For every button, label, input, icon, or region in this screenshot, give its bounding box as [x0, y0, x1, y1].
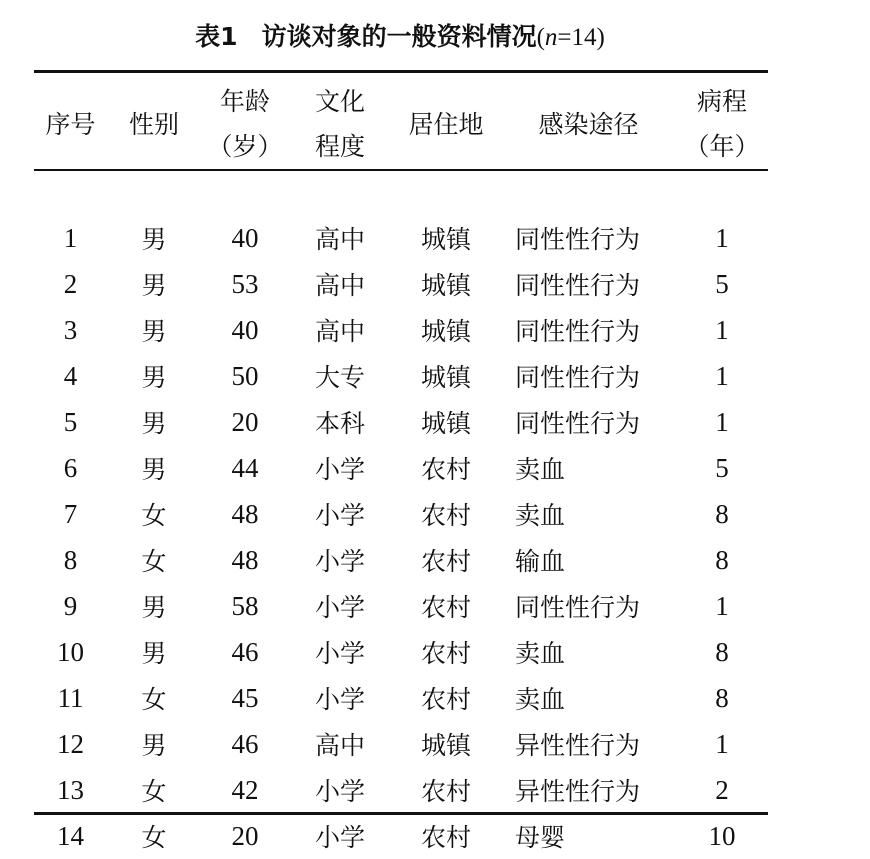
cell-duration: 10 [708, 820, 736, 851]
column-header-duration [676, 79, 768, 169]
cell-education: 小学 [314, 777, 365, 806]
cell-age: 46 [231, 636, 259, 667]
demographics-table [34, 79, 768, 859]
cell-education: 小学 [314, 639, 365, 668]
cell-age: 44 [231, 452, 259, 483]
cell-residence: 城镇 [420, 271, 471, 300]
cell-education: 小学 [314, 547, 365, 576]
table-row [34, 215, 768, 261]
cell-id: 1 [63, 222, 78, 253]
cell-residence: 农村 [420, 777, 471, 806]
cell-gender: 男 [141, 455, 167, 484]
cell-residence: 农村 [420, 639, 471, 668]
cell-education: 本科 [314, 409, 365, 438]
cell-residence: 城镇 [420, 409, 471, 438]
cell-infection-route: 同性性行为 [515, 225, 641, 254]
cell-id: 2 [63, 268, 78, 299]
cell-gender: 男 [141, 271, 167, 300]
table-row [34, 399, 768, 445]
cell-residence: 城镇 [420, 225, 471, 254]
cell-duration: 1 [715, 406, 729, 437]
cell-id: 3 [63, 314, 78, 345]
column-header-line: （岁） [207, 132, 283, 161]
column-header-education [289, 79, 391, 169]
cell-infection-route: 卖血 [515, 455, 566, 484]
cell-gender: 女 [141, 547, 167, 576]
table-row [34, 721, 768, 767]
cell-id: 5 [63, 406, 78, 437]
cell-residence: 城镇 [420, 363, 471, 392]
cell-duration: 1 [715, 728, 729, 759]
table-row [34, 813, 768, 859]
cell-gender: 女 [141, 777, 167, 806]
cell-age: 45 [231, 682, 259, 713]
cell-gender: 男 [141, 225, 167, 254]
column-header-line: 感染途径 [538, 109, 639, 139]
cell-id: 14 [57, 820, 84, 851]
table-row [34, 491, 768, 537]
table-caption [0, 20, 800, 55]
column-header-residence [391, 79, 501, 169]
cell-duration: 5 [715, 452, 729, 483]
table-header-row [34, 79, 768, 169]
cell-duration: 1 [715, 590, 729, 621]
cell-id: 11 [57, 682, 84, 713]
cell-age: 46 [231, 728, 259, 759]
cell-age: 48 [231, 544, 259, 575]
table-row [34, 675, 768, 721]
cell-age: 40 [231, 314, 259, 345]
cell-id: 4 [63, 360, 78, 391]
cell-gender: 女 [141, 501, 167, 530]
cell-residence: 城镇 [420, 317, 471, 346]
column-header-line: 病程 [696, 87, 747, 116]
column-header-infection-route [501, 79, 676, 169]
table-top-rule [34, 70, 768, 73]
cell-id: 8 [63, 544, 78, 575]
cell-infection-route: 同性性行为 [515, 317, 641, 346]
cell-gender: 女 [141, 685, 167, 714]
cell-duration: 8 [715, 682, 729, 713]
cell-age: 20 [231, 820, 259, 851]
column-header-line: 性别 [128, 109, 179, 139]
column-header-line: 居住地 [408, 109, 484, 139]
cell-education: 高中 [314, 225, 365, 254]
cell-duration: 8 [715, 636, 729, 667]
cell-id: 6 [63, 452, 78, 483]
table-row [34, 629, 768, 675]
cell-gender: 男 [141, 593, 167, 622]
cell-age: 20 [231, 406, 259, 437]
column-header-id [34, 79, 107, 169]
table-row [34, 767, 768, 813]
column-header-line: （年） [684, 132, 760, 161]
table-row [34, 307, 768, 353]
cell-infection-route: 同性性行为 [515, 271, 641, 300]
cell-gender: 男 [141, 409, 167, 438]
table-row [34, 353, 768, 399]
cell-residence: 农村 [420, 823, 471, 852]
cell-infection-route: 母婴 [515, 823, 566, 852]
table-label: 表1 [195, 22, 238, 51]
cell-education: 高中 [314, 731, 365, 760]
cell-education: 小学 [314, 501, 365, 530]
cell-infection-route: 同性性行为 [515, 409, 641, 438]
cell-infection-route: 异性性行为 [515, 777, 641, 806]
cell-education: 小学 [314, 455, 365, 484]
cell-gender: 男 [141, 317, 167, 346]
sample-size: (n=14) [536, 24, 605, 51]
cell-id: 7 [63, 498, 78, 529]
column-header-age [201, 79, 289, 169]
cell-infection-route: 卖血 [515, 501, 566, 530]
cell-gender: 女 [141, 823, 167, 852]
cell-residence: 农村 [420, 455, 471, 484]
cell-duration: 1 [715, 360, 729, 391]
cell-id: 13 [57, 774, 84, 805]
table-row [34, 445, 768, 491]
column-header-line: 年龄 [219, 87, 270, 116]
cell-education: 大专 [314, 363, 365, 392]
cell-duration: 5 [715, 268, 729, 299]
cell-residence: 农村 [420, 501, 471, 530]
cell-duration: 2 [715, 774, 729, 805]
cell-gender: 男 [141, 731, 167, 760]
cell-education: 高中 [314, 271, 365, 300]
cell-duration: 8 [715, 544, 729, 575]
cell-duration: 1 [715, 222, 729, 253]
cell-education: 高中 [314, 317, 365, 346]
cell-education: 小学 [314, 593, 365, 622]
cell-education: 小学 [314, 823, 365, 852]
column-header-line: 程度 [314, 132, 365, 161]
cell-residence: 农村 [420, 685, 471, 714]
cell-infection-route: 异性性行为 [515, 731, 641, 760]
table-row [34, 261, 768, 307]
table-title: 访谈对象的一般资料情况 [261, 22, 537, 51]
cell-gender: 男 [141, 639, 167, 668]
column-header-gender [107, 79, 201, 169]
cell-infection-route: 卖血 [515, 639, 566, 668]
cell-infection-route: 同性性行为 [515, 363, 641, 392]
table-row [34, 537, 768, 583]
cell-age: 40 [231, 222, 259, 253]
cell-duration: 1 [715, 314, 729, 345]
cell-id: 12 [57, 728, 84, 759]
cell-id: 10 [57, 636, 84, 667]
cell-age: 53 [231, 268, 259, 299]
cell-id: 9 [63, 590, 78, 621]
cell-education: 小学 [314, 685, 365, 714]
cell-residence: 农村 [420, 547, 471, 576]
column-header-line: 文化 [314, 87, 365, 116]
cell-infection-route: 同性性行为 [515, 593, 641, 622]
column-header-line: 序号 [45, 109, 96, 139]
cell-residence: 农村 [420, 593, 471, 622]
cell-infection-route: 卖血 [515, 685, 566, 714]
cell-age: 58 [231, 590, 259, 621]
cell-gender: 男 [141, 363, 167, 392]
cell-age: 50 [231, 360, 259, 391]
cell-infection-route: 输血 [515, 547, 566, 576]
cell-residence: 城镇 [420, 731, 471, 760]
cell-age: 42 [231, 774, 259, 805]
table-row [34, 583, 768, 629]
cell-duration: 8 [715, 498, 729, 529]
cell-age: 48 [231, 498, 259, 529]
